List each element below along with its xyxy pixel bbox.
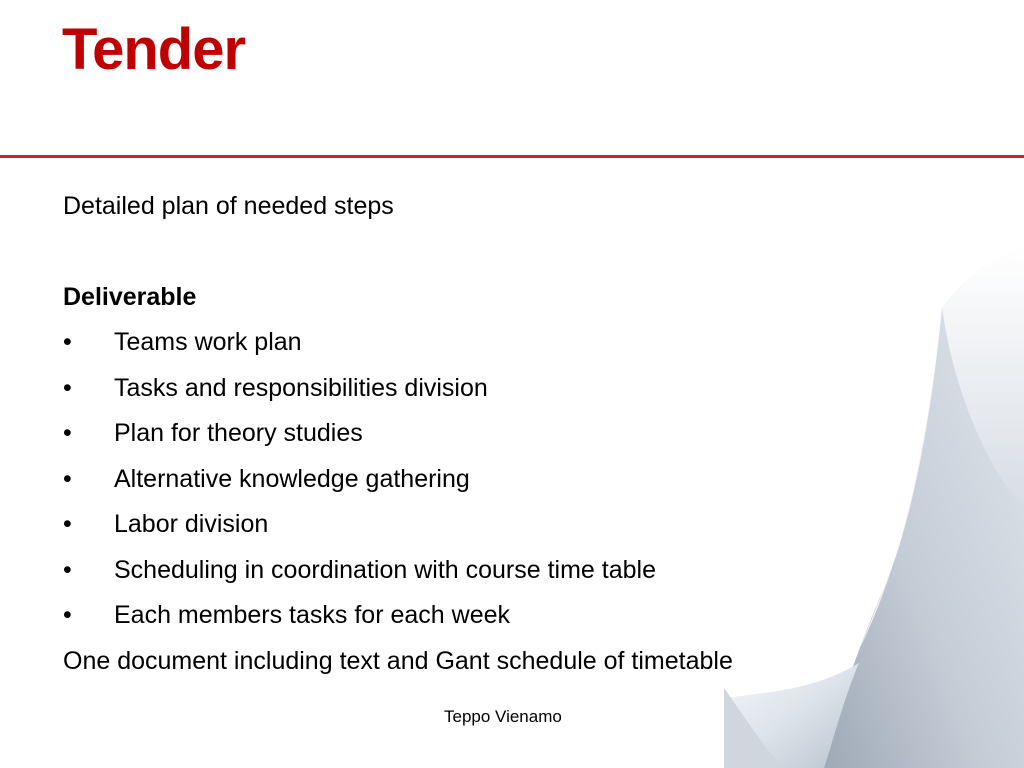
slide-title: Tender xyxy=(62,17,246,82)
list-item-text: Teams work plan xyxy=(114,328,302,356)
list-item-text: Labor division xyxy=(114,510,269,538)
bullet-icon: • xyxy=(63,555,72,584)
bullet-icon: • xyxy=(63,510,72,538)
bullet-icon: • xyxy=(63,419,72,447)
bullet-icon: • xyxy=(63,464,72,493)
bullet-icon: • xyxy=(63,328,72,356)
bullet-icon: • xyxy=(63,601,72,629)
list-item-text: Scheduling in coordination with course time table xyxy=(114,555,656,584)
list-item-text: Alternative knowledge gathering xyxy=(114,464,470,493)
list-item-text: Tasks and responsibilities division xyxy=(114,373,488,402)
list-item-text: Plan for theory studies xyxy=(114,419,363,447)
title-divider xyxy=(0,155,1024,158)
intro-text: Detailed plan of needed steps xyxy=(63,192,394,220)
bullet-icon: • xyxy=(63,373,72,402)
closing-text: One document including text and Gant schedule of timetable xyxy=(63,647,733,675)
decorative-3d-shape xyxy=(724,248,1024,768)
section-heading: Deliverable xyxy=(63,283,197,311)
list-item-text: Each members tasks for each week xyxy=(114,601,510,629)
footer-author: Teppo Vienamo xyxy=(444,707,562,726)
